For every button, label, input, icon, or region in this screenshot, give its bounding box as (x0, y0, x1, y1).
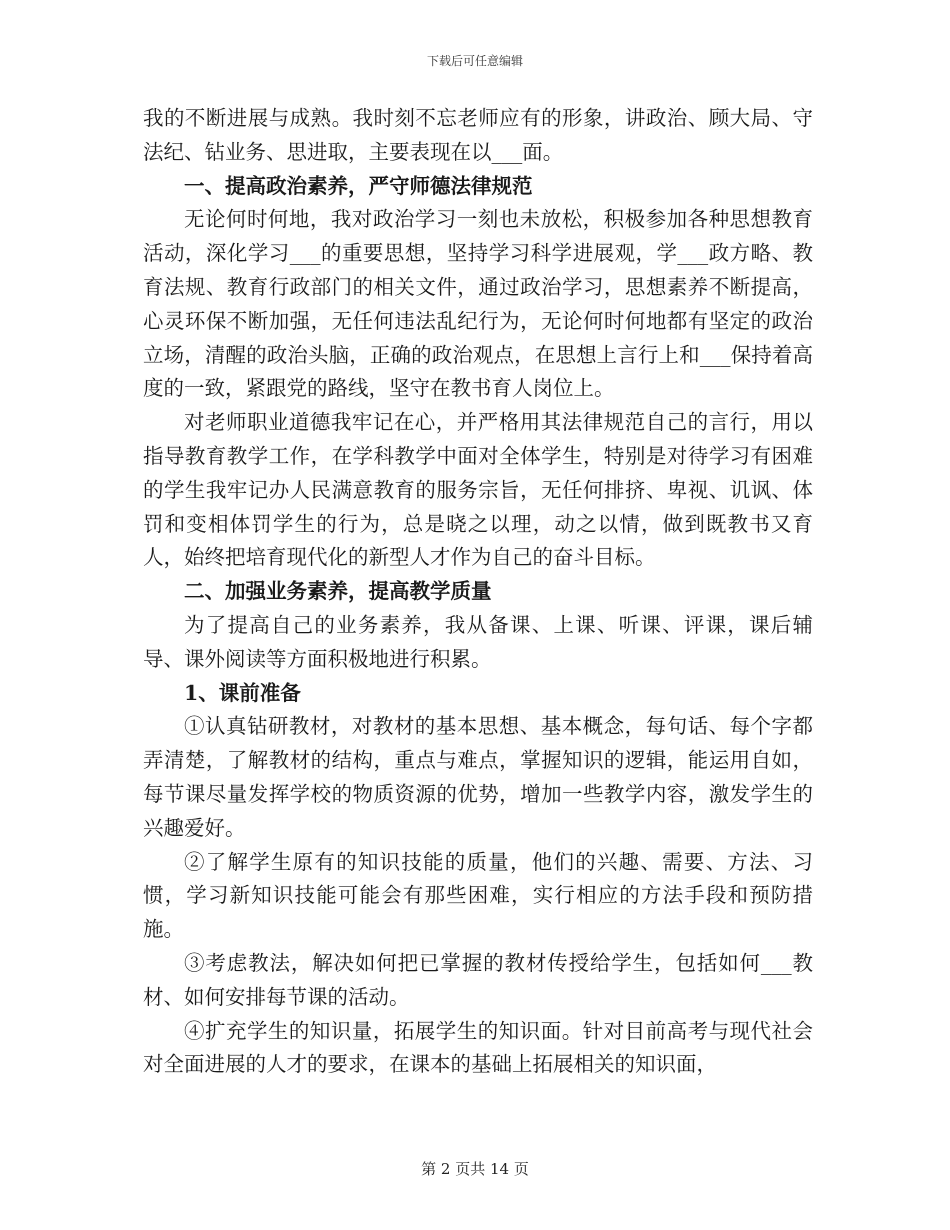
paragraph-professional-quality: 为了提高自己的业务素养，我从备课、上课、听课、评课，课后辅导、课外阅读等方面积极地进行积累。 (143, 612, 813, 671)
subsection-heading-1: 1、课前准备 (184, 680, 301, 705)
paragraph-political-study: 无论何时何地，我对政治学习一刻也未放松，积极参加各种思想教育活动，深化学习___的重要思想，坚持学习科学进展观，学___政方略、教育法规、教育行政部门的相关文件，通过政治学习，思想素养不断提高，心灵环保不断加强，无任何违法乱纪行为，无论何时何地都有坚定的政治立场，清醒的政治头脑，正确的政治观点，在思想上言行上和___保持着高度的一致，紧跟党的路线，坚守在教书育人岗位上。 (143, 207, 813, 401)
paragraph-item-2: ②了解学生原有的知识技能的质量，他们的兴趣、需要、方法、习惯，学习新知识技能可能会有那些困难，实行相应的方法手段和预防措施。 (143, 849, 813, 942)
page-number: 第 2 页共 14 页 (421, 1160, 529, 1178)
paragraph-item-1: ①认真钻研教材，对教材的基本思想、基本概念，每句话、每个字都弄清楚，了解教材的结构，重点与难点，掌握知识的逻辑，能运用自如，每节课尽量发挥学校的物质资源的优势，增加一些教学内容，激发学生的兴趣爱好。 (143, 714, 813, 840)
section-heading-1: 一、提高政治素养，严守师德法律规范 (184, 173, 533, 198)
section-heading-2: 二、加强业务素养，提高教学质量 (184, 579, 492, 604)
paragraph-continued: 我的不断进展与成熟。我时刻不忘老师应有的形象，讲政治、顾大局、守法纪、钻业务、思进取，主要表现在以___面。 (143, 106, 813, 164)
paragraph-item-4: ④扩充学生的知识量，拓展学生的知识面。针对目前高考与现代社会对全面进展的人才的要求，在课本的基础上拓展相关的知识面， (143, 1018, 813, 1077)
header-note: 下载后可任意编辑 (426, 54, 523, 68)
paragraph-item-3: ③考虑教法，解决如何把已掌握的教材传授给学生，包括如何___教材、如何安排每节课的活动。 (143, 950, 813, 1009)
paragraph-teacher-ethics: 对老师职业道德我牢记在心，并严格用其法律规范自己的言行，用以指导教育教学工作，在学科教学中面对全体学生，特别是对待学习有困难的学生我牢记办人民满意教育的服务宗旨，无任何排挤、卑视、讥讽、体罚和变相体罚学生的行为，总是晓之以理，动之以情，做到既教书又育人，始终把培育现代化的新型人才作为自己的奋斗目标。 (143, 410, 813, 570)
document-body (143, 102, 813, 1082)
